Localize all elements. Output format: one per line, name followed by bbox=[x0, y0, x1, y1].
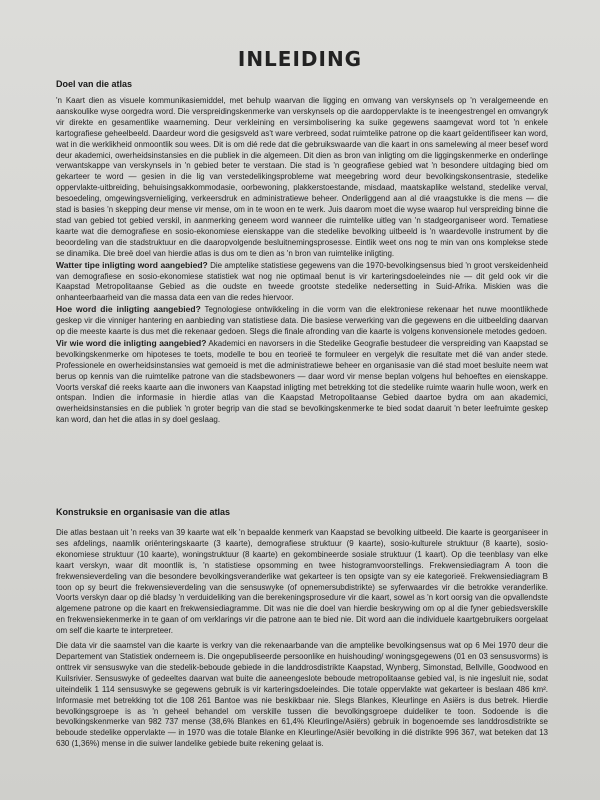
page-title: INLEIDING bbox=[237, 47, 363, 71]
question-heading-tipe: Watter tipe inligting word aangebied? bbox=[56, 259, 208, 270]
question-heading-wie: Vir wie word die inligting aangebied? bbox=[56, 337, 207, 348]
answer-text-wie: Akademici en navorsers in die Stedelike Geografie bestudeer die verspreiding van Kaapstad se bevolkingskenmerke om hipoteses te toets, modelle te bou en teorieë te formuleer en vergelyk die resultate met dié van ander stede. Professionele en owerheidsinstansies wat gemoeid is met die administratiewe beheer en organisasie van dié stad moet besluite neem wat berus op kennis van die ruimtelike patrone van die stadsbewoners — daar word vir mense beplan volgens hul behoeftes en eienskappe. Voorts verskaf dié reeks kaarte aan die inwoners van Kaapstad inligting met betrekking tot die stedelike ruimte waarin hulle woon, werk en ontspan. Indien die informasie in hierdie atlas van die Kaapstad Metropolitaanse Gebied daartoe bydra om aan akademici, owerheidsinstansies en die publiek 'n groter begrip van die stad se bevolkingskenmerke te bied sodat daaruit 'n beter leefruimte geskep kan word, dan het die atlas in sy doel geslaag. bbox=[56, 338, 549, 425]
section-body-doel bbox=[56, 96, 548, 426]
paragraph-data-bronne: Die data vir die saamstel van die kaarte is verkry van die rekenaarbande van die amptelike bevolkingsensus wat op 6 Mei 1970 deur die Departement van Statistiek onderneem is. Die ongepubliseerde persoonlike en huishouding/ woningsgegewens (01 en 03 sensusvorms) is onttrek vir sensuswyke van die stedelik-beboude gebiede in die landdrosdistrikte Kaapstad, Wynberg, Simonstad, Bellville, Goodwood en Kuilsrivier. Sensuswyke of gedeeltes daarvan wat buite die aaneengeslote beboude metropolitaanse gebied val, is nie ingesluit nie, sodat uiteindelik 1 114 sensuswyke se gegewens gebruik is vir karteringsdoeleindes. Die totale oppervlakte wat gekarteer is beslaan 486 km². Informasie met betrekking tot die 108 261 Bantoe was nie beskikbaar nie. Slegs Blankes, Kleurlinge en Asiërs is dus betrek. Hierdie bevolkingsgroepe is as 'n geheel behandel om verskille tussen die bevolkingsgroepe duideliker te toon. Sodoende is die bevolkingskenmerke van 982 737 mense (38,6% Blankes en 61,4% Kleurlinge/Asiërs) gebruik in bogenoemde ses landdrosdistrikte se beboude stedelike oppervlakte — in 1970 was die totale Blanke en Kleurlinge/Asiër bevolking in dié distrikte 996 367, wat beteken dat 13 630 (1,36%) mense in die suiwer landelike gebiede buite rekening gelaat is. bbox=[56, 641, 548, 749]
section-heading-konstruksie: Konstruksie en organisasie van die atlas bbox=[56, 507, 231, 517]
paragraph-inligting-hoe bbox=[56, 304, 548, 338]
question-heading-hoe: Hoe word die inligting aangebied? bbox=[56, 304, 201, 315]
paragraph-intro: 'n Kaart dien as visuele kommunikasiemiddel, met behulp waarvan die ligging en omvang van verskynsels op 'n veralgemeende en aanskoulike wyse oorgedra word. Die verspreidingskenmerke van verskynsels op die aardoppervlakte is te ineengestrengel en omvangryk vir direkte en gesamentlike waarneming. Deur verkleining en versimbolisering ka suike gegewens saamgevat word tot 'n enkele kartografiese geheelbeeld. Daardeur word die gesigsveld as't ware verbreed, sodat ruimtelike patrone op die kaart geïdentifiseer kan word, wat in die werklikheid onmoontlik sou wees. Dit is om dié rede dat die gebruikswaarde van die kaart in ons samelewing al meer besef word deur akademici, owerheidsinstansies en die publiek in die algemeen. Dit dien as bron van inligting om die liggingskenmerke en onderlinge verwantskappe van verskynsels in 'n gebied beter te verstaan. Die stad is 'n geografiese gebied wat 'n besondere uitdaging bied om gekarteer te word — gesien in die lig van verstedelikingsprobleme wat meegebring word deur bevolkingskonsentrasie, stedelike oppervlakte-uitbreiding, behuisingsakkommodasie, oorbewoning, plakkerstoestande, misdaad, maatskaplike welstand, stedelike verval, besoedeling, omgewingsvernieliging, verkeersdruk en administratiewe beheer. Onderliggend aan al dié vraagstukke is die mens — die stad is basies 'n skepping deur mense vir mense, om in te woon en te werk. Juis daarom moet die wyse waarop hul verspreiding binne die stad van gebied tot gebied verskil, in aanmerking geneem word wanneer die ruimtelike uitleg van 'n stadgeorganiseer word. Tematiese kaarte wat die demografiese en sosio-ekonomiese eienskappe van die stedelike bevolking uitbeeld is 'n waardevolle instrument by die beoordeling van die stadstruktuur en die daaropvolgende besluitnemingsprosesse. Eintlik weet ons nog te min van ons komplekse stede se dinamika. Die breë doel van hierdie atlas is dus om te dien as 'n bron van ruimtelike inligting. bbox=[56, 96, 548, 258]
answer-text-hoe: Tegnologiese ontwikkeling in die vorm van die elektroniese rekenaar het nuwe moontlikhede geskep vir die vinniger hantering en aanbieding van statistiese data. Die basiese verwerking van die gegewens en die uitbeelding daarvan op die meeste kaarte is dus met die rekenaar gedoen. Slegs die finale afronding van die kaarte is volgens konvensionele metodes gedoen. bbox=[56, 305, 548, 337]
paragraph-inligting-tipe bbox=[56, 260, 548, 305]
section-heading-doel: Doel van die atlas bbox=[56, 79, 133, 89]
section-body-konstruksie bbox=[56, 528, 548, 750]
paragraph-inligting-wie bbox=[56, 338, 548, 426]
paragraph-organisasie: Die atlas bestaan uit 'n reeks van 39 kaarte wat elk 'n bepaalde kenmerk van Kaapstad se bevolking uitbeeld. Die kaarte is georganiseer in ses afdelings, naamlik oriënteringskaarte (3 kaarte), demografiese struktuur (9 kaarte), sosio-kulturele struktuur (8 kaarte), sosio-ekonomiese struktuur (10 kaarte), woningstruktuur (8 kaarte) en gekombineerde sosiale struktuur (1 kaart). Op die teenblasy van elke kaart verskyn, waar dit moontlik is, 'n statistiese opsomming en twee histogramvoorstellings. Frekwensiediagram A toon die frekwensieverdeling van die besondere bevolkingsveranderlike wat gekarteer is ten opsigte van sy eie kategorieë. Frekwensiediagram B toon op sy beurt die frekwensieverdeling van die sensuswyke (of opnemersubdistrikte) se syferwaardes vir die betrokke veranderlike. Voorts verskyn daar op dié bladsy 'n verduideliking van die berekeningsprosedure vir die kaart, sowel as 'n kort oorsig van die opvallendste algemene patrone op die kaart en frekwensiediagramme. Dit was nie die doel van hierdie beskrywing om op al die fyner gebiedsverskille en frekwensiekenmerke in te gaan of om verklarings vir die patrone aan te bied nie. Dit word aan die individuele kaartgebruikers oorgelaat om self die kaarte te interpreteer. bbox=[56, 528, 548, 636]
answer-text-tipe: Die amptelike statistiese gegewens van die 1970-bevolkingsensus bied 'n groot verskeidenheid van demografiese en sosio-ekonomiese statistiek wat nog nie optimaal benut is vir karteringsdoeleindes nie — dit geld ook vir die Kaapstad Metropolitaanse Gebied as die oudste en tweede grootste stedelike nedersetting in Suid-Afrika. Miskien was die onhanteerbaarheid van die massa data een van die redes hiervoor. bbox=[56, 260, 548, 303]
